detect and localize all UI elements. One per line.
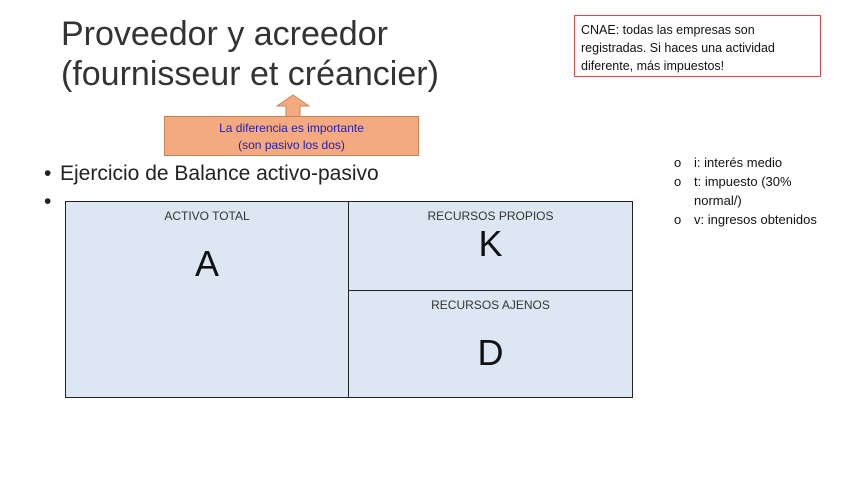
variable-item-i: o i: interés medio [674,153,834,172]
cnae-note-box: CNAE: todas las empresas son registradas. Si haces una actividad diferente, más impuestos! [574,15,821,77]
callout-line-1: La diferencia es importante [219,121,364,135]
activo-total-cell [66,202,349,397]
title-line-2: (fournisseur et créancier) [61,55,439,93]
up-arrow-icon [276,94,310,118]
recursos-ajenos-cell [349,291,632,397]
title-line-1: Proveedor y acreedor [61,15,388,53]
propios-symbol: K [478,223,503,264]
slide-title [61,14,439,94]
bullet-item: • Ejercicio de Balance activo-pasivo [44,160,379,188]
recursos-propios-label: RECURSOS PROPIOS [427,209,554,223]
callout-line-2: (son pasivo los dos) [238,138,345,152]
variables-list [674,153,834,229]
variable-item-v: o v: ingresos obtenidos [674,210,834,229]
recursos-ajenos-label: RECURSOS AJENOS [431,298,550,312]
variable-item-t: o t: impuesto (30% normal/) [674,172,834,210]
activo-symbol: A [194,243,219,284]
recursos-propios-cell [349,202,632,291]
callout-box [164,116,419,156]
activo-total-label: ACTIVO TOTAL [164,209,250,223]
ajenos-symbol: D [477,332,504,373]
balance-table [65,201,633,398]
